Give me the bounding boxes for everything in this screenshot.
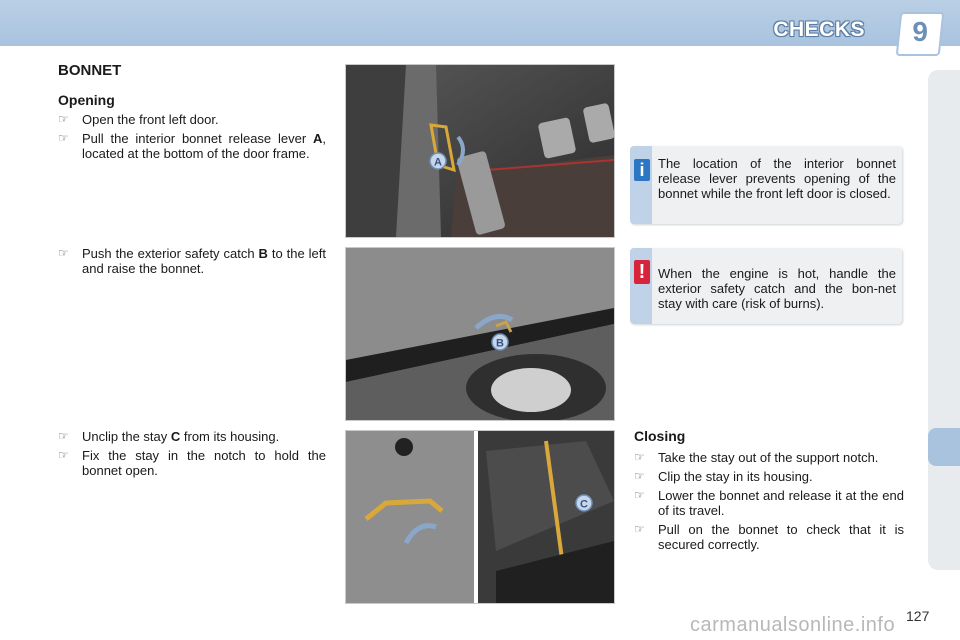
side-rail: [928, 70, 960, 570]
step-text: Pull the interior bonnet release lever: [82, 131, 313, 146]
stay-c-label: C: [580, 498, 588, 511]
step-text: Unclip the stay: [82, 429, 171, 444]
side-tab[interactable]: [928, 428, 960, 466]
page-number: 127: [906, 608, 930, 624]
catch-photo: [345, 247, 615, 421]
step-text: Pull on the bonnet to check that it is secured correctly.: [658, 522, 904, 552]
pointing-hand-icon: ☞: [634, 488, 645, 502]
pointing-hand-icon: ☞: [634, 522, 645, 536]
closing-title: Closing: [634, 428, 686, 444]
stay-photo: [345, 430, 615, 604]
step-text: Fix the stay in the notch to hold the bonnet open.: [82, 448, 326, 478]
warning-note: [630, 248, 902, 324]
pointing-hand-icon: ☞: [634, 450, 645, 464]
step-reference-letter: C: [170, 429, 181, 444]
section-title: BONNET: [58, 62, 122, 79]
step-item: [58, 112, 326, 127]
lever-a-label: A: [434, 156, 442, 169]
pointing-hand-icon: ☞: [58, 112, 69, 126]
info-note-text: The location of the interior bonnet release lever prevents opening of the bonnet while the front left door is closed.: [658, 156, 896, 201]
info-strip: [630, 146, 652, 224]
info-icon: i: [634, 159, 650, 181]
watermark: carmanualsonline.info: [690, 614, 896, 636]
step-text: Open the front left door.: [82, 112, 219, 127]
step-text: Lower the bonnet and release it at the end of its travel.: [658, 488, 904, 518]
step-text: Clip the stay in its housing.: [658, 469, 813, 484]
lever-illustration: [346, 65, 614, 237]
step-item: [634, 488, 904, 518]
chapter-badge: [896, 12, 945, 56]
chapter-number: 9: [912, 16, 928, 47]
pointing-hand-icon: ☞: [58, 448, 69, 462]
pointing-hand-icon: ☞: [58, 246, 69, 260]
step-item: [634, 450, 904, 465]
step-item: [634, 522, 904, 552]
chapter-title: CHECKS: [773, 18, 865, 41]
step-text: , located at the bottom of the door frame.: [82, 131, 326, 161]
step-reference-letter: A: [312, 131, 323, 146]
step-text: from its housing.: [180, 429, 280, 444]
stay-illustration: [346, 431, 614, 603]
step-text: Push the exterior safety catch: [82, 246, 259, 261]
warning-strip: [630, 248, 652, 324]
lever-photo: [345, 64, 615, 238]
opening-title: Opening: [58, 92, 115, 108]
catch-illustration: [346, 248, 614, 420]
step-item: [58, 429, 326, 444]
step-item: [634, 469, 904, 484]
opening-steps-3: [58, 429, 326, 482]
step-item: [58, 246, 326, 276]
step-text: Take the stay out of the support notch.: [658, 450, 879, 465]
pointing-hand-icon: ☞: [58, 429, 69, 443]
opening-steps-2: [58, 246, 326, 280]
info-note: [630, 146, 902, 224]
step-reference-letter: B: [258, 246, 268, 261]
step-item: [58, 131, 326, 161]
step-text: to the left and raise the bonnet.: [82, 246, 326, 276]
pointing-hand-icon: ☞: [634, 469, 645, 483]
catch-b-label: B: [496, 337, 504, 350]
closing-steps: [634, 450, 904, 556]
warning-note-text: When the engine is hot, handle the exterior safety catch and the bon-net stay with care (risk of burns).: [658, 266, 896, 311]
opening-steps-1: [58, 112, 326, 165]
step-item: [58, 448, 326, 478]
pointing-hand-icon: ☞: [58, 131, 69, 145]
warning-icon: !: [634, 260, 650, 284]
